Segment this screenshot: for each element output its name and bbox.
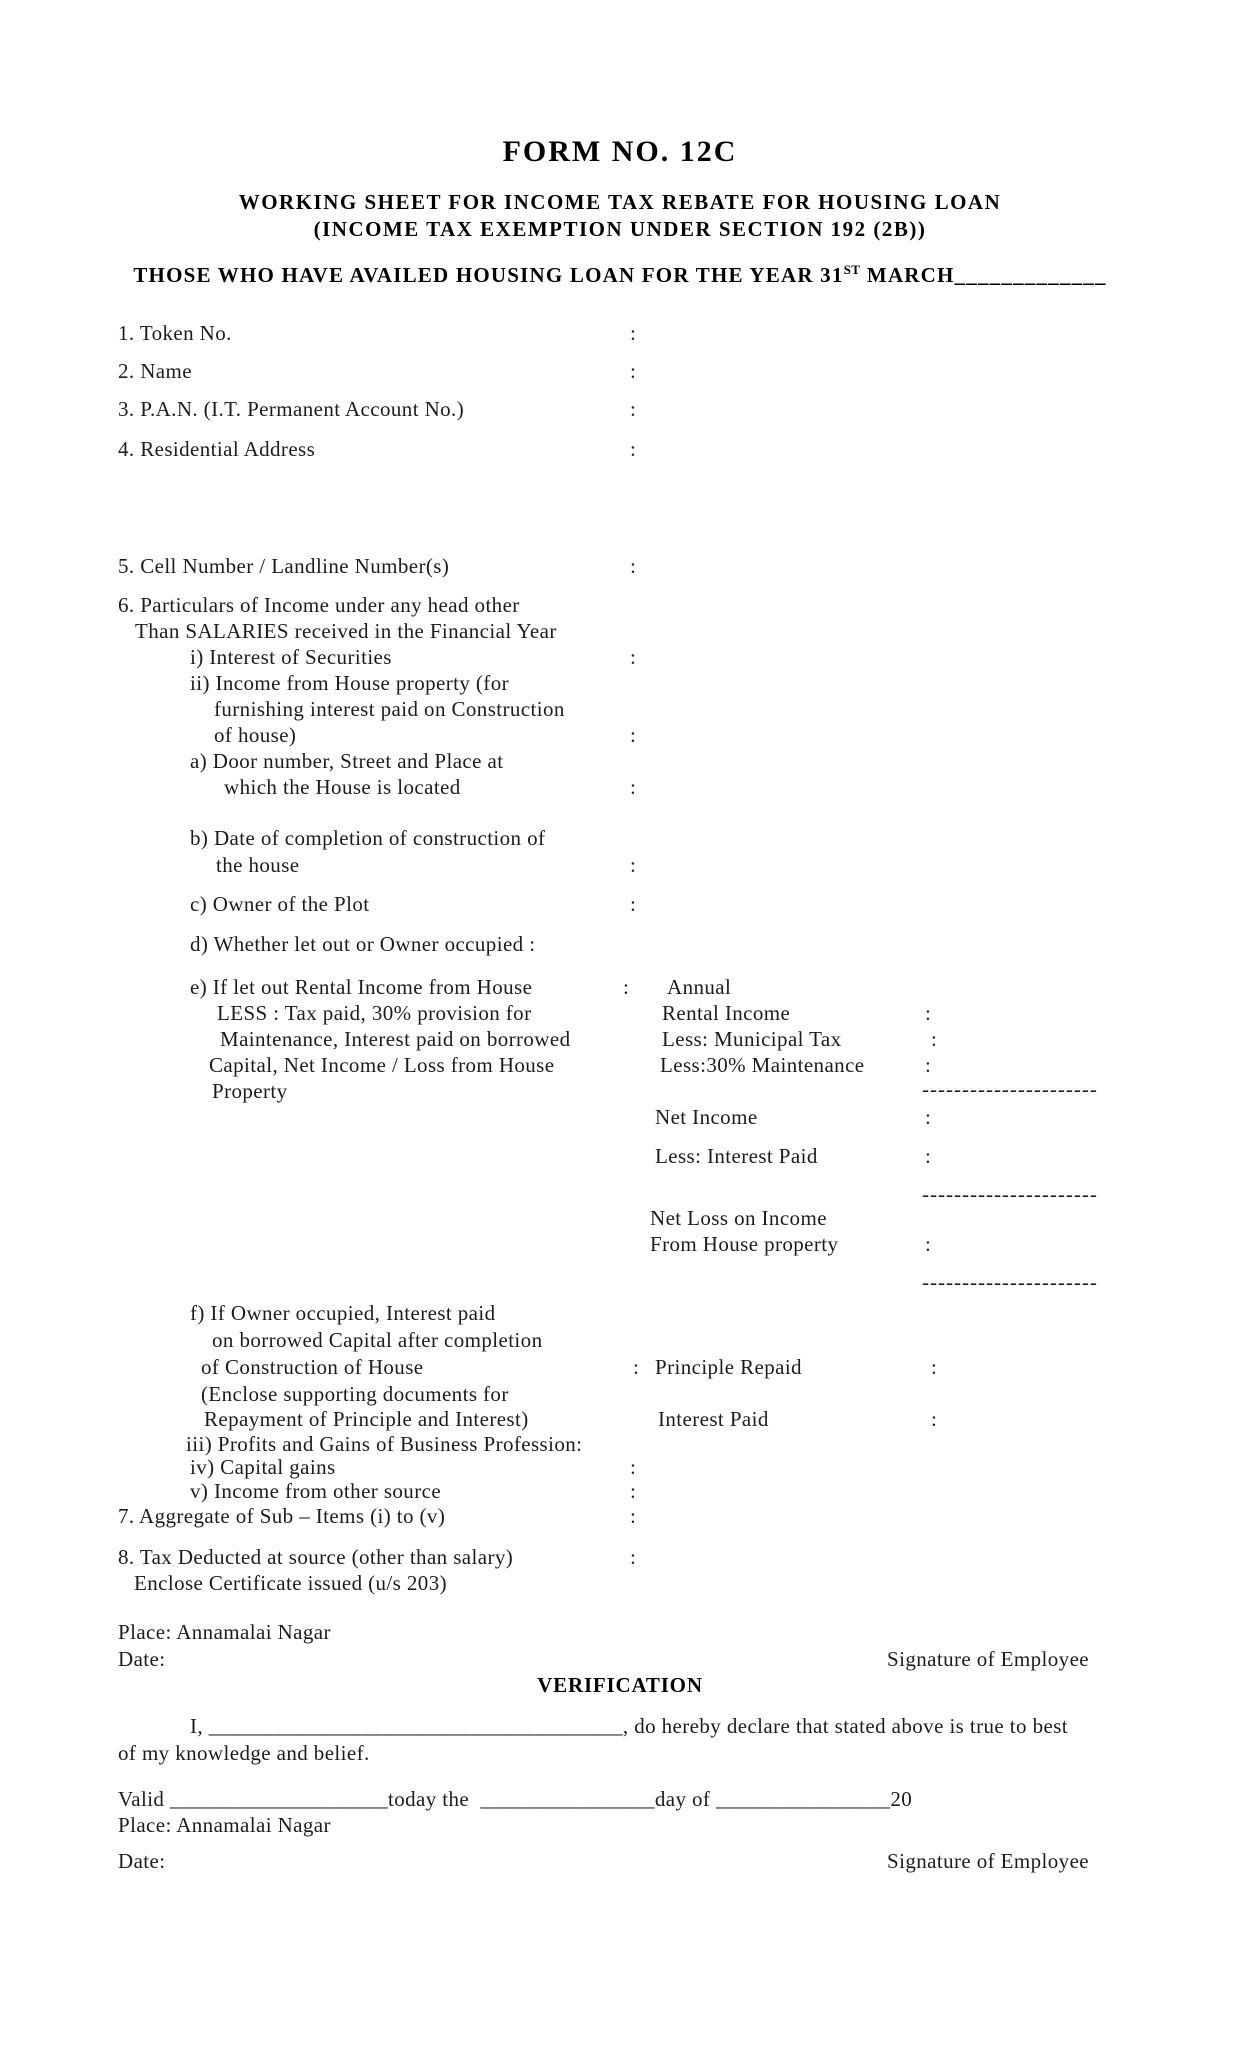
item-5-cell-number: 5. Cell Number / Landline Number(s) xyxy=(118,554,450,578)
rental-interest-paid-colon: : xyxy=(925,1144,931,1168)
eligibility-suffix: MARCH_____________ xyxy=(860,263,1107,287)
item-6-sub-f-line1: f) If Owner occupied, Interest paid xyxy=(190,1301,496,1325)
item-6-sub-d: d) Whether let out or Owner occupied : xyxy=(190,932,536,956)
rental-net-income-colon: : xyxy=(925,1105,931,1129)
rental-rule-1: ---------------------- xyxy=(922,1077,1098,1101)
rental-rule-3: ---------------------- xyxy=(922,1270,1098,1294)
item-6-sub-f-line5: Repayment of Principle and Interest) xyxy=(204,1407,529,1431)
item-6-sub-e-colon: : xyxy=(623,975,629,999)
valid-date-line: Valid ____________________today the ________________day of ________________20 xyxy=(118,1787,913,1811)
item-4-residential-address: 4. Residential Address xyxy=(118,437,316,461)
item-7-colon: : xyxy=(630,1504,636,1528)
rental-municipal-tax-label: Less: Municipal Tax xyxy=(662,1027,842,1051)
rental-maintenance-label: Less:30% Maintenance xyxy=(660,1053,865,1077)
signature-of-employee-1: Signature of Employee xyxy=(887,1647,1090,1671)
item-8-colon: : xyxy=(630,1545,636,1569)
item-6-sub-f-colon: : xyxy=(633,1355,639,1379)
item-6-sub-v-colon: : xyxy=(630,1479,636,1503)
item-6-sub-e-line1: e) If let out Rental Income from House xyxy=(190,975,533,999)
item-6-sub-i-colon: : xyxy=(630,645,636,669)
item-2-name: 2. Name xyxy=(118,359,192,383)
item-6-sub-e-line5: Property xyxy=(212,1079,288,1103)
item-6-sub-iv-colon: : xyxy=(630,1455,636,1479)
item-6-sub-f-line3: of Construction of House xyxy=(201,1355,424,1379)
item-3-colon: : xyxy=(630,397,636,421)
item-1-colon: : xyxy=(630,321,636,345)
rental-maintenance-colon: : xyxy=(925,1053,931,1077)
item-6-sub-iv: iv) Capital gains xyxy=(190,1455,336,1479)
item-6-sub-ii-line1: ii) Income from House property (for xyxy=(190,671,509,695)
item-6-sub-ii-colon: : xyxy=(630,723,636,747)
rental-net-loss-line2: From House property xyxy=(650,1232,839,1256)
eligibility-line xyxy=(0,262,1240,288)
item-6-sub-c-colon: : xyxy=(630,892,636,916)
item-6-sub-b-line2: the house xyxy=(216,853,300,877)
form-title-line1: WORKING SHEET FOR INCOME TAX REBATE FOR HOUSING LOAN xyxy=(238,190,1002,214)
rental-annual-label: Annual xyxy=(667,975,732,999)
item-6-sub-c: c) Owner of the Plot xyxy=(190,892,370,916)
form-number-title: FORM NO. 12C xyxy=(502,135,738,168)
item-6-sub-iii: iii) Profits and Gains of Business Profession: xyxy=(186,1432,583,1456)
item-5-colon: : xyxy=(630,554,636,578)
rental-income-colon: : xyxy=(925,1001,931,1025)
owner-principle-repaid-label: Principle Repaid xyxy=(655,1355,802,1379)
signature-of-employee-2: Signature of Employee xyxy=(887,1849,1090,1873)
item-6-sub-e-line4: Capital, Net Income / Loss from House xyxy=(209,1053,555,1077)
item-4-colon: : xyxy=(630,437,636,461)
rental-net-income-label: Net Income xyxy=(655,1105,758,1129)
rental-income-label: Rental Income xyxy=(662,1001,791,1025)
declaration-line1: I, ______________________________________, do hereby declare that stated above is true to best xyxy=(190,1714,1069,1738)
owner-interest-paid-colon: : xyxy=(931,1407,937,1431)
item-6-sub-ii-line2: furnishing interest paid on Construction xyxy=(214,697,565,721)
place-line-2: Place: Annamalai Nagar xyxy=(118,1813,331,1837)
item-6-sub-e-line2: LESS : Tax paid, 30% provision for xyxy=(217,1001,532,1025)
rental-municipal-tax-colon: : xyxy=(931,1027,937,1051)
rental-net-loss-colon: : xyxy=(925,1232,931,1256)
owner-interest-paid-label: Interest Paid xyxy=(658,1407,769,1431)
item-6-sub-a-colon: : xyxy=(630,775,636,799)
item-3-pan: 3. P.A.N. (I.T. Permanent Account No.) xyxy=(118,397,465,421)
item-6-line1: 6. Particulars of Income under any head other xyxy=(118,593,520,617)
form-title-line2: (INCOME TAX EXEMPTION UNDER SECTION 192 (2B)) xyxy=(313,217,927,241)
item-1-token-no: 1. Token No. xyxy=(118,321,232,345)
item-8-line1: 8. Tax Deducted at source (other than salary) xyxy=(118,1545,514,1569)
item-6-sub-ii-line3: of house) xyxy=(214,723,297,747)
declaration-line2: of my knowledge and belief. xyxy=(118,1741,370,1765)
date-line-2: Date: xyxy=(118,1849,166,1873)
rental-interest-paid-label: Less: Interest Paid xyxy=(655,1144,818,1168)
item-6-sub-v: v) Income from other source xyxy=(190,1479,442,1503)
eligibility-prefix: THOSE WHO HAVE AVAILED HOUSING LOAN FOR THE YEAR 31 xyxy=(133,263,844,287)
item-6-sub-a-line2: which the House is located xyxy=(224,775,461,799)
item-6-line2: Than SALARIES received in the Financial Year xyxy=(135,619,557,643)
item-6-sub-b-line1: b) Date of completion of construction of xyxy=(190,826,546,850)
item-6-sub-f-line2: on borrowed Capital after completion xyxy=(212,1328,543,1352)
item-8-line2: Enclose Certificate issued (u/s 203) xyxy=(134,1571,447,1595)
rental-rule-2: ---------------------- xyxy=(922,1182,1098,1206)
place-line-1: Place: Annamalai Nagar xyxy=(118,1620,331,1644)
item-2-colon: : xyxy=(630,359,636,383)
item-6-sub-f-line4: (Enclose supporting documents for xyxy=(201,1382,509,1406)
item-6-sub-e-line3: Maintenance, Interest paid on borrowed xyxy=(220,1027,571,1051)
item-6-sub-a-line1: a) Door number, Street and Place at xyxy=(190,749,504,773)
eligibility-superscript: ST xyxy=(843,262,861,277)
rental-net-loss-line1: Net Loss on Income xyxy=(650,1206,827,1230)
item-6-sub-i: i) Interest of Securities xyxy=(190,645,392,669)
owner-principle-repaid-colon: : xyxy=(931,1355,937,1379)
item-6-sub-b-colon: : xyxy=(630,853,636,877)
verification-title: VERIFICATION xyxy=(537,1673,703,1697)
date-line-1: Date: xyxy=(118,1647,166,1671)
item-7-aggregate: 7. Aggregate of Sub – Items (i) to (v) xyxy=(118,1504,446,1528)
